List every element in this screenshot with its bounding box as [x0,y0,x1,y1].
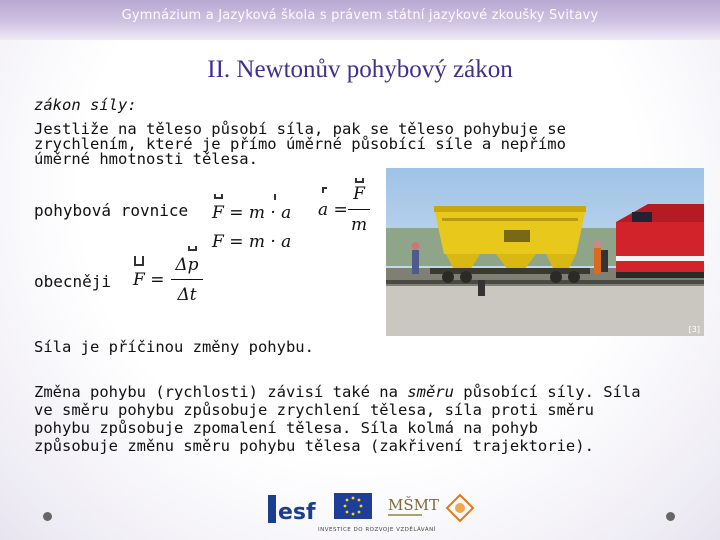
vector-arrow-mark [134,256,144,266]
law-text-line-3: úměrné hmotnosti tělesa. [34,150,258,168]
law-text-line-2: zrychlením, které je přímo úměrné působící síle a nepřímo [34,135,566,153]
slide-title: II. Newtonův pohybový zákon [207,56,513,83]
vector-arrow-mark [322,187,324,193]
msmt-logo-text: MŠMT [388,496,439,514]
equation-general-denominator: Δt [177,285,197,305]
equation-accel-denominator: m [350,215,368,235]
train-wagon-illustration [386,168,704,336]
cause-statement: Síla je příčinou změny pohybu. [34,338,314,356]
esf-logo-text: esf [278,500,316,525]
change-text-line-1 [34,385,641,400]
change-text-part: působící síly. Síla [453,383,641,401]
op-vk-logo [446,494,474,522]
esf-logo [268,493,328,525]
bullet-dot-left [43,512,52,521]
change-text-line-2: ve směru pohybu způsobuje zrychlení tělesa, síla proti směru [34,401,594,419]
msmt-logo [386,490,439,524]
change-text-emphasis: směru [407,383,454,401]
vector-arrow-mark [274,194,276,200]
law-text-line-1: Jestliže na těleso působí síla, pak se těleso pohybuje se [34,120,566,138]
general-label: obecněji [34,272,112,291]
equation-accel-lhs: a = [318,200,348,220]
vector-arrow-mark [214,194,223,199]
vector-arrow-mark [188,246,197,251]
equation-accel-numerator: F [353,184,365,204]
school-name: Gymnázium a Jazyková škola s právem státní jazykové zkoušky Svitavy [121,8,599,23]
equation-scalar: F = m · a [212,232,292,252]
photo-credit: [3] [688,325,700,334]
equation-label: pohybová rovnice [34,201,189,220]
change-text-line-3: pohybu způsobuje zpomalení tělesa. Síla kolmá na pohyb [34,419,538,437]
equation-general-numerator: Δp [175,255,199,275]
bullet-dot-right [666,512,675,521]
fraction-line [171,279,203,280]
train-wagon-photo [386,168,704,336]
change-text-line-4: způsobuje změnu směru pohybu tělesa (zakřivení trajektorie). [34,437,594,455]
vector-arrow-mark [355,178,364,183]
footer-text: INVESTICE DO ROZVOJE VZDĚLÁVÁNÍ [318,527,436,533]
fraction-line [348,209,370,210]
change-text-part: Změna pohybu (rychlosti) závisí také na [34,383,408,401]
equation-general-lhs: F = [133,270,165,290]
equation-vector: F = m · a [212,203,292,223]
law-heading: zákon síly: [34,96,137,114]
eu-flag-logo [334,493,372,519]
